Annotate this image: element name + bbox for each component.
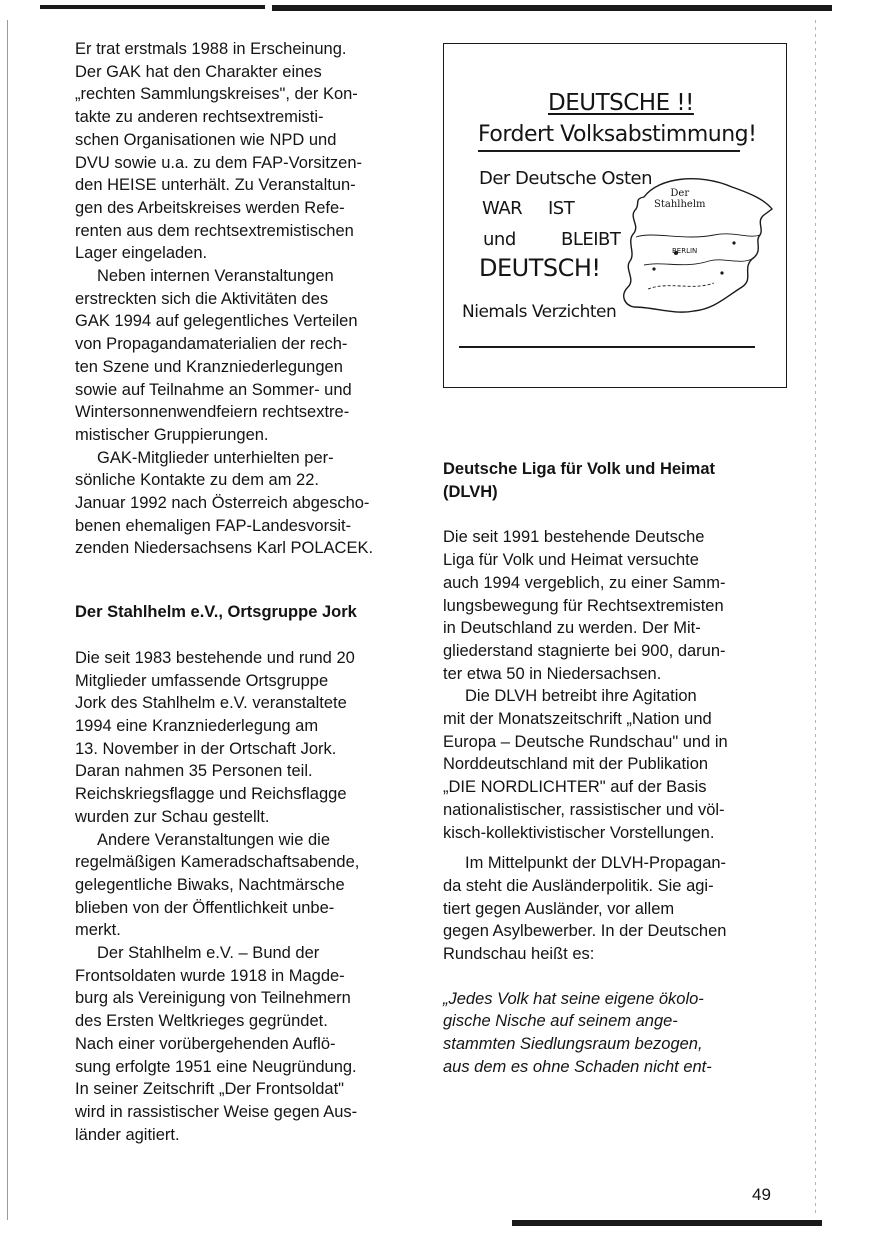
text-line: „rechten Sammlungskreises", der Kon-: [75, 85, 358, 104]
text-line: takte zu anderen rechtsextremisti-: [75, 108, 324, 127]
logo-text-stahlhelm: Stahlhelm: [654, 199, 706, 210]
section-heading-stahlhelm: Der Stahlhelm e.V., Ortsgruppe Jork: [75, 603, 357, 622]
poster-text-deutsch: DEUTSCH!: [479, 254, 601, 282]
text-line: 13. November in der Ortschaft Jork.: [75, 739, 337, 758]
text-line: Nach einer vorübergehenden Auflö-: [75, 1034, 336, 1053]
paragraph-events: [75, 829, 425, 943]
paragraph-activities: [75, 265, 425, 447]
text-line: in Deutschland zu werden. Der Mit-: [443, 619, 701, 638]
right-column: [443, 458, 788, 1079]
paragraph-history: [75, 942, 425, 1146]
stahlhelm-logo: [654, 188, 706, 210]
text-line: da steht die Ausländerpolitik. Sie agi-: [443, 876, 714, 895]
quote-line: aus dem es ohne Schaden nicht ent-: [443, 1057, 712, 1076]
text-line: Der GAK hat den Charakter eines: [75, 62, 322, 81]
text-line: tiert gegen Ausländer, vor allem: [443, 899, 675, 918]
propaganda-poster-figure: [443, 43, 787, 388]
text-line: länder agitiert.: [75, 1125, 180, 1144]
text-line: schen Organisationen wie NPD und: [75, 130, 337, 149]
quote-line: stammten Siedlungsraum bezogen,: [443, 1035, 703, 1054]
text-line: von Propagandamaterialien der rech-: [75, 335, 348, 354]
bottom-rule: [512, 1220, 822, 1226]
section-heading-dlvh-abbr: (DLVH): [443, 482, 498, 501]
text-line: Die DLVH betreibt ihre Agitation: [465, 687, 697, 706]
text-line: mit der Monatszeitschrift „Nation und: [443, 710, 712, 729]
text-line: Reichskriegsflagge und Reichsflagge: [75, 785, 347, 804]
quote-block: [443, 988, 788, 1079]
section-heading-dlvh: Deutsche Liga für Volk und Heimat: [443, 460, 715, 478]
text-line: Jork des Stahlhelm e.V. veranstaltete: [75, 694, 347, 713]
text-line: lungsbewegung für Rechtsextremisten: [443, 596, 724, 615]
text-line: wurden zur Schau gestellt.: [75, 807, 270, 826]
poster-subtitle-underline: [478, 150, 740, 152]
left-column: [75, 38, 425, 1146]
text-line: DVU sowie u.a. zu dem FAP-Vorsitzen-: [75, 153, 363, 172]
intro-paragraph: [75, 38, 425, 265]
text-line: „DIE NORDLICHTER" auf der Basis: [443, 778, 707, 797]
text-line: gliederstand stagnierte bei 900, darun-: [443, 641, 726, 660]
text-line: nationalistischer, rassistischer und völ-: [443, 800, 725, 819]
text-line: blieben von der Öffentlichkeit unbe-: [75, 898, 335, 917]
text-line: Die seit 1991 bestehende Deutsche: [443, 528, 705, 547]
poster-text-ist: IST: [548, 198, 575, 219]
text-line: ten Szene und Kranzniederlegungen: [75, 357, 343, 376]
text-line: zenden Niedersachsens Karl POLACEK.: [75, 539, 374, 558]
poster-text-bleibt: BLEIBT: [561, 229, 621, 250]
text-line: Neben internen Veranstaltungen: [97, 267, 334, 286]
poster-title: DEUTSCHE !!: [548, 90, 694, 116]
text-line: benen ehemaligen FAP-Landesvorsit-: [75, 516, 352, 535]
text-line: auch 1994 vergeblich, zu einer Samm-: [443, 573, 726, 592]
text-line: Wintersonnenwendfeiern rechtsextre-: [75, 403, 350, 422]
logo-text-der: Der: [670, 188, 690, 199]
text-line: Januar 1992 nach Österreich abgescho-: [75, 494, 370, 513]
text-line: Norddeutschland mit der Publikation: [443, 755, 709, 774]
text-line: Andere Veranstaltungen wie die: [97, 830, 330, 849]
text-line: 1994 eine Kranzniederlegung am: [75, 716, 319, 735]
text-line: den HEISE unterhält. Zu Veranstaltun-: [75, 176, 356, 195]
poster-text-niemals: Niemals Verzichten: [462, 302, 617, 322]
text-line: regelmäßigen Kameradschaftsabende,: [75, 853, 360, 872]
quote-line: gische Nische auf seinem ange-: [443, 1012, 678, 1031]
poster-bottom-rule: [459, 346, 755, 348]
top-rule-right: [272, 5, 832, 11]
poster-text-war: WAR: [482, 198, 523, 219]
text-line: des Ersten Weltkrieges gegründet.: [75, 1012, 328, 1031]
text-line: Die seit 1983 bestehende und rund 20: [75, 648, 355, 667]
text-line: GAK 1994 auf gelegentliches Verteilen: [75, 312, 358, 331]
page-number: 49: [752, 1185, 771, 1204]
poster-text-osten: Der Deutsche Osten: [479, 168, 653, 189]
text-line: GAK-Mitglieder unterhielten per-: [97, 448, 334, 467]
text-line: sowie auf Teilnahme an Sommer- und: [75, 380, 352, 399]
text-line: burg als Vereinigung von Teilnehmern: [75, 989, 351, 1008]
text-line: ter etwa 50 in Niedersachsen.: [443, 664, 662, 683]
scan-edge-right: [815, 20, 816, 1215]
text-line: Der Stahlhelm e.V. – Bund der: [97, 944, 320, 963]
scan-edge-left: [7, 20, 8, 1220]
text-line: wird in rassistischer Weise gegen Aus-: [75, 1102, 358, 1121]
text-line: gen des Arbeitskreises werden Refe-: [75, 198, 345, 217]
paragraph-jork: [75, 647, 425, 829]
paragraph-contacts: [75, 447, 425, 561]
text-line: gelegentliche Biwaks, Nachtmärsche: [75, 875, 345, 894]
text-line: kisch-kollektivistischer Vorstellungen.: [443, 823, 715, 842]
text-line: mistischer Gruppierungen.: [75, 425, 269, 444]
text-line: Er trat erstmals 1988 in Erscheinung.: [75, 40, 347, 58]
text-line: Frontsoldaten wurde 1918 in Magde-: [75, 966, 345, 985]
paragraph-dlvh-agitation: [443, 685, 788, 844]
text-line: Daran nahmen 35 Personen teil.: [75, 762, 313, 781]
text-line: Mitglieder umfassende Ortsgruppe: [75, 671, 329, 690]
quote-line: „Jedes Volk hat seine eigene ökolo-: [443, 989, 704, 1008]
text-line: Lager eingeladen.: [75, 244, 208, 263]
text-line: erstreckten sich die Aktivitäten des: [75, 289, 329, 308]
top-rule-left: [40, 5, 265, 9]
text-line: merkt.: [75, 921, 121, 940]
text-line: Europa – Deutsche Rundschau" und in: [443, 732, 728, 751]
text-line: Rundschau heißt es:: [443, 945, 595, 964]
text-line: sönliche Kontakte zu dem am 22.: [75, 471, 319, 490]
paragraph-dlvh-intro: [443, 526, 788, 685]
poster-text-und: und: [483, 229, 516, 250]
text-line: In seiner Zeitschrift „Der Frontsoldat": [75, 1080, 345, 1099]
text-line: sung erfolgte 1951 eine Neugründung.: [75, 1057, 357, 1076]
text-line: Im Mittelpunkt der DLVH-Propagan-: [465, 854, 727, 873]
paragraph-dlvh-propaganda: [443, 852, 788, 966]
text-line: gegen Asylbewerber. In der Deutschen: [443, 922, 727, 941]
text-line: Liga für Volk und Heimat versuchte: [443, 551, 699, 570]
map-label-berlin: BERLIN: [672, 247, 698, 255]
text-line: renten aus dem rechtsextremistischen: [75, 221, 354, 240]
poster-subtitle: Fordert Volksabstimmung!: [478, 122, 757, 147]
